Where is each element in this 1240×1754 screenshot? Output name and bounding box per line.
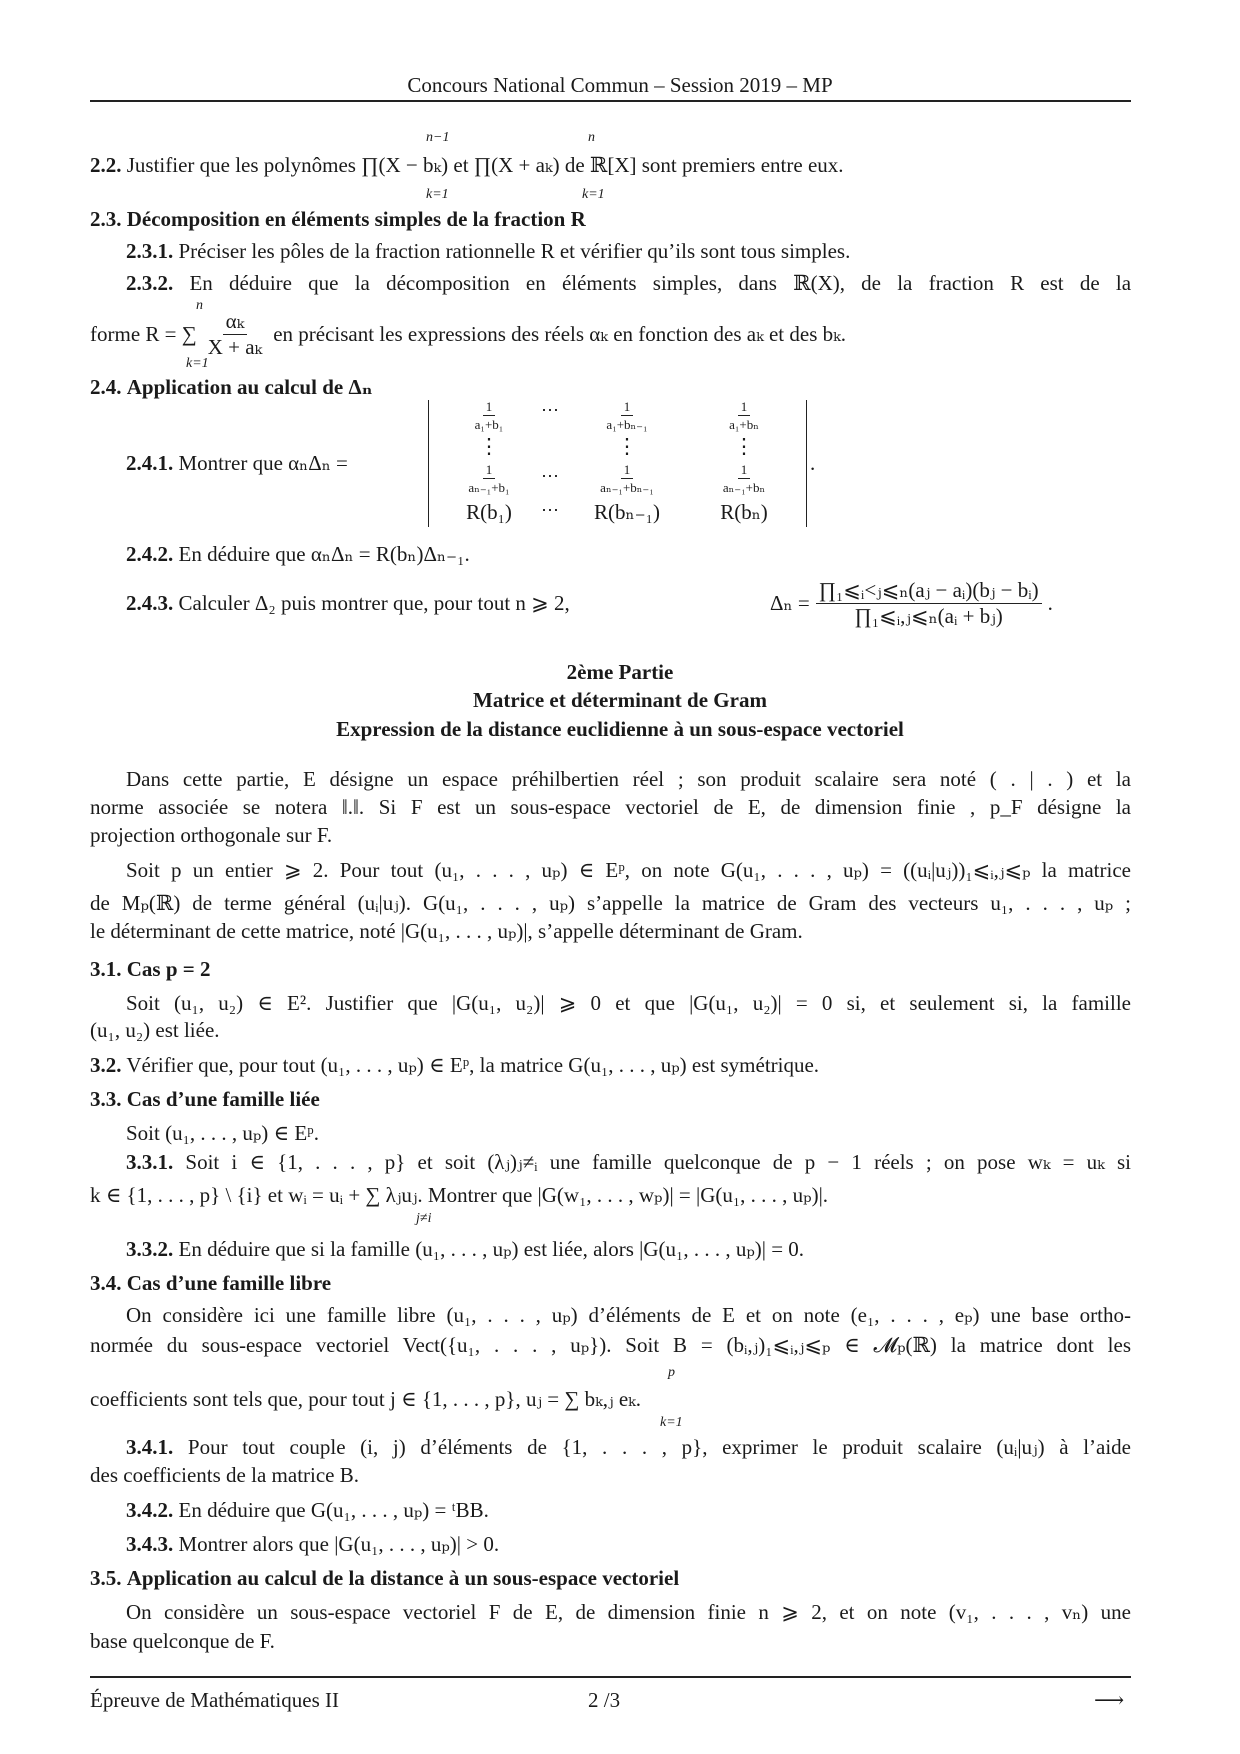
question-2-3-2-formula xyxy=(90,308,847,359)
numerator: αₖ xyxy=(223,311,248,335)
hdots: ⋯ xyxy=(541,500,559,520)
question-text: Pour tout couple (i, j) d’éléments de {1, . . . , p}, exprimer le produit scalaire (uᵢ|uⱼ) à l’aide xyxy=(187,1435,1132,1459)
section-3-4 xyxy=(90,1270,331,1296)
question-3-4-1 xyxy=(126,1434,1131,1460)
det-cell: R(b₁) xyxy=(466,500,512,524)
det-cell: R(bₙ) xyxy=(720,500,768,524)
section-label: 2.4. xyxy=(90,375,122,399)
question-label: 2.2. xyxy=(90,153,122,177)
page-header: Concours National Commun – Session 2019 – MP xyxy=(407,73,833,97)
paragraph-line: Soit (u₁, . . . , uₚ) ∈ Eᵖ. xyxy=(126,1121,319,1145)
sum-upper-limit: n xyxy=(196,298,203,313)
header-rule xyxy=(90,100,1131,102)
question-3-2 xyxy=(90,1052,819,1078)
denominator: X + aₖ xyxy=(207,334,263,359)
section-title: Décomposition en éléments simples de la fraction R xyxy=(126,207,586,231)
denominator: ∏₁⩽ᵢ,ⱼ⩽ₙ(aᵢ + bⱼ) xyxy=(854,603,1003,628)
det-cell: $\frac{1}{\text{aₙ₋₁+bₙ₋₁}}$ xyxy=(600,462,654,495)
question-3-3-2 xyxy=(126,1236,804,1262)
question-label: 3.4.1. xyxy=(126,1435,174,1459)
section-title: Cas p = 2 xyxy=(126,957,211,981)
footer-title: Épreuve de Mathématiques II xyxy=(90,1688,339,1712)
part-number: 2ème Partie xyxy=(566,660,674,684)
question-label: 3.2. xyxy=(90,1053,122,1077)
paragraph-line: coefficients sont tels que, pour tout j ∈ {1, . . . , p}, uⱼ = ∑ bₖ,ⱼ eₖ. xyxy=(90,1387,642,1411)
prod-lower-limit: k=1 xyxy=(582,187,605,202)
paragraph-line: Soit p un entier ⩾ 2. Pour tout (u₁, . . . , uₚ) ∈ Eᵖ, on note G(u₁, . . . , uₚ) = ((uᵢ|uⱼ))₁⩽ᵢ,ⱼ⩽ₚ la matrice xyxy=(126,858,1131,882)
section-label: 3.1. xyxy=(90,957,122,981)
det-cell: $\frac{1}{\text{a₁+bₙ₋₁}}$ xyxy=(606,399,648,432)
question-text: Montrer alors que |G(u₁, . . . , uₚ)| > 0. xyxy=(178,1532,500,1556)
question-2-4-3 xyxy=(126,590,570,616)
question-2-4-1 xyxy=(126,450,348,476)
question-label: 3.4.2. xyxy=(126,1498,174,1522)
paragraph-line: (u₁, u₂) est liée. xyxy=(90,1018,220,1042)
det-cell: $\frac{1}{\text{a₁+bₙ}}$ xyxy=(729,399,759,432)
paragraph-line: norme associée se notera ‖.‖. Si F est un sous-espace vectoriel de E, de dimension finie , p_F désigne la xyxy=(90,795,1131,819)
question-label: 2.3.1. xyxy=(126,239,174,263)
question-2-3-1 xyxy=(126,238,850,264)
section-title: Application au calcul de Δₙ xyxy=(126,375,373,399)
section-2-4 xyxy=(90,374,373,400)
question-label: 2.4.2. xyxy=(126,542,174,566)
prod-upper-limit: n xyxy=(588,130,595,145)
question-text: Vérifier que, pour tout (u₁, . . . , uₚ) ∈ Eᵖ, la matrice G(u₁, . . . , uₚ) est symétrique. xyxy=(126,1053,820,1077)
question-label: 3.3.1. xyxy=(126,1150,174,1174)
next-page-arrow-icon: ⟶ xyxy=(1094,1688,1125,1712)
det-cell: $\frac{1}{\text{a₁+b₁}}$ xyxy=(474,399,504,432)
hdots: ⋯ xyxy=(541,466,559,486)
question-3-4-3 xyxy=(126,1531,499,1557)
paragraph-line: le déterminant de cette matrice, noté |G(u₁, . . . , uₚ)|, s’appelle déterminant de Gram. xyxy=(90,919,803,943)
hdots: ⋯ xyxy=(541,400,559,420)
paragraph-line: des coefficients de la matrice B. xyxy=(90,1463,360,1487)
section-3-1 xyxy=(90,956,210,982)
question-text: En déduire que si la famille (u₁, . . . , uₚ) est liée, alors |G(u₁, . . . , uₚ)| = 0. xyxy=(178,1237,805,1261)
fraction xyxy=(816,577,1042,628)
question-text: En déduire que la décomposition en éléments simples, dans ℝ(X), de la fraction R est de la xyxy=(189,271,1132,295)
section-label: 3.3. xyxy=(90,1087,122,1111)
question-label: 2.4.1. xyxy=(126,451,174,475)
section-2-3 xyxy=(90,206,586,232)
sum-lower-limit: k=1 xyxy=(660,1415,683,1430)
section-label: 3.5. xyxy=(90,1566,122,1590)
paragraph-line: base quelconque de F. xyxy=(90,1629,275,1653)
question-label: 3.3.2. xyxy=(126,1237,174,1261)
det-cell: R(bₙ₋₁) xyxy=(594,500,660,524)
fraction xyxy=(205,308,266,359)
paragraph-line: On considère ici une famille libre (u₁, . . . , uₚ) d’éléments de E et on note (e₁, . . . , eₚ) une base ortho- xyxy=(126,1303,1131,1327)
paragraph-line: normée du sous-espace vectoriel Vect({u₁, . . . , uₚ}). Soit B = (bᵢ,ⱼ)₁⩽ᵢ,ⱼ⩽ₚ ∈ 𝓜ₚ(ℝ) la matrice dont les xyxy=(90,1333,1131,1357)
question-label: 3.4.3. xyxy=(126,1532,174,1556)
question-3-3-1 xyxy=(126,1149,1131,1175)
section-3-3 xyxy=(90,1086,320,1112)
section-label: 3.4. xyxy=(90,1271,122,1295)
question-label: 2.4.3. xyxy=(126,591,174,615)
prod-upper-limit: n−1 xyxy=(426,130,450,145)
formula-lhs: Δₙ = xyxy=(770,590,810,615)
page-number: 2 /3 xyxy=(588,1688,621,1712)
formula-text: en précisant les expressions des réels αₖ en fonction des aₖ et des bₖ. xyxy=(273,321,847,346)
question-text: Préciser les pôles de la fraction rationnelle R et vérifier qu’ils sont tous simples. xyxy=(178,239,851,263)
paragraph-line: Soit (u₁, u₂) ∈ E². Justifier que |G(u₁, u₂)| ⩾ 0 et que |G(u₁, u₂)| = 0 si, et seulement si, la famille xyxy=(126,991,1131,1015)
question-text: En déduire que G(u₁, . . . , uₚ) = ᵗBB. xyxy=(178,1498,489,1522)
vdots: ⋮ xyxy=(478,434,500,458)
section-3-5 xyxy=(90,1565,679,1591)
numerator: ∏₁⩽ᵢ<ⱼ⩽ₙ(aⱼ − aᵢ)(bⱼ − bᵢ) xyxy=(816,580,1042,604)
det-cell: $\frac{1}{\text{aₙ₋₁+b₁}}$ xyxy=(468,462,510,495)
period: . xyxy=(810,451,816,475)
paragraph-line: Dans cette partie, E désigne un espace préhilbertien réel ; son produit scalaire sera noté ( . | . ) et la xyxy=(126,767,1131,791)
det-cell: $\frac{1}{\text{aₙ₋₁+bₙ}}$ xyxy=(722,462,766,495)
question-text: Justifier que les polynômes ∏(X − bₖ) et ∏(X + aₖ) de ℝ[X] sont premiers entre eux. xyxy=(126,153,844,177)
vdots: ⋮ xyxy=(733,434,755,458)
question-2-4-2 xyxy=(126,541,470,567)
section-title: Cas d’une famille liée xyxy=(126,1087,320,1111)
vdots: ⋮ xyxy=(616,434,638,458)
footer-rule xyxy=(90,1676,1131,1678)
determinant xyxy=(428,400,807,527)
question-text: Soit i ∈ {1, . . . , p} et soit (λⱼ)ⱼ≠ᵢ une famille quelconque de p − 1 réels ; on pose wₖ = uₖ si xyxy=(185,1150,1132,1174)
part-title: Matrice et déterminant de Gram xyxy=(473,688,767,712)
question-text: Montrer que αₙΔₙ = xyxy=(178,451,348,475)
question-text: En déduire que αₙΔₙ = R(bₙ)Δₙ₋₁. xyxy=(178,542,470,566)
question-2-3-2 xyxy=(126,270,1131,296)
sum-lower-limit: j≠i xyxy=(416,1211,432,1226)
sum-upper-limit: p xyxy=(668,1365,675,1380)
section-label: 2.3. xyxy=(90,207,122,231)
period: . xyxy=(1047,590,1053,615)
section-title: Cas d’une famille libre xyxy=(126,1271,332,1295)
part-subtitle: Expression de la distance euclidienne à un sous-espace vectoriel xyxy=(336,717,904,741)
paragraph-line: de Mₚ(ℝ) de terme général (uᵢ|uⱼ). G(u₁, . . . , uₚ) s’appelle la matrice de Gram des vecteurs u₁, . . . , uₚ ; xyxy=(90,891,1131,915)
paragraph-line: On considère un sous-espace vectoriel F de E, de dimension finie n ⩾ 2, et on note (v₁, . . . , vₙ) une xyxy=(126,1600,1131,1624)
prod-lower-limit: k=1 xyxy=(426,187,449,202)
paragraph-line: projection orthogonale sur F. xyxy=(90,823,333,847)
question-label: 2.3.2. xyxy=(126,271,174,295)
question-3-4-2 xyxy=(126,1497,489,1523)
formula-text: forme R = ∑ xyxy=(90,321,197,346)
section-title: Application au calcul de la distance à un sous-espace vectoriel xyxy=(126,1566,680,1590)
delta-formula xyxy=(770,577,1053,628)
paragraph-line: k ∈ {1, . . . , p} \ {i} et wᵢ = uᵢ + ∑ λⱼuⱼ. Montrer que |G(w₁, . . . , wₚ)| = |G(u₁, . . . , uₚ)|. xyxy=(90,1183,829,1207)
sum-lower-limit: k=1 xyxy=(186,356,209,371)
question-text: Calculer Δ₂ puis montrer que, pour tout n ⩾ 2, xyxy=(178,591,570,615)
question-2-2 xyxy=(90,152,844,178)
